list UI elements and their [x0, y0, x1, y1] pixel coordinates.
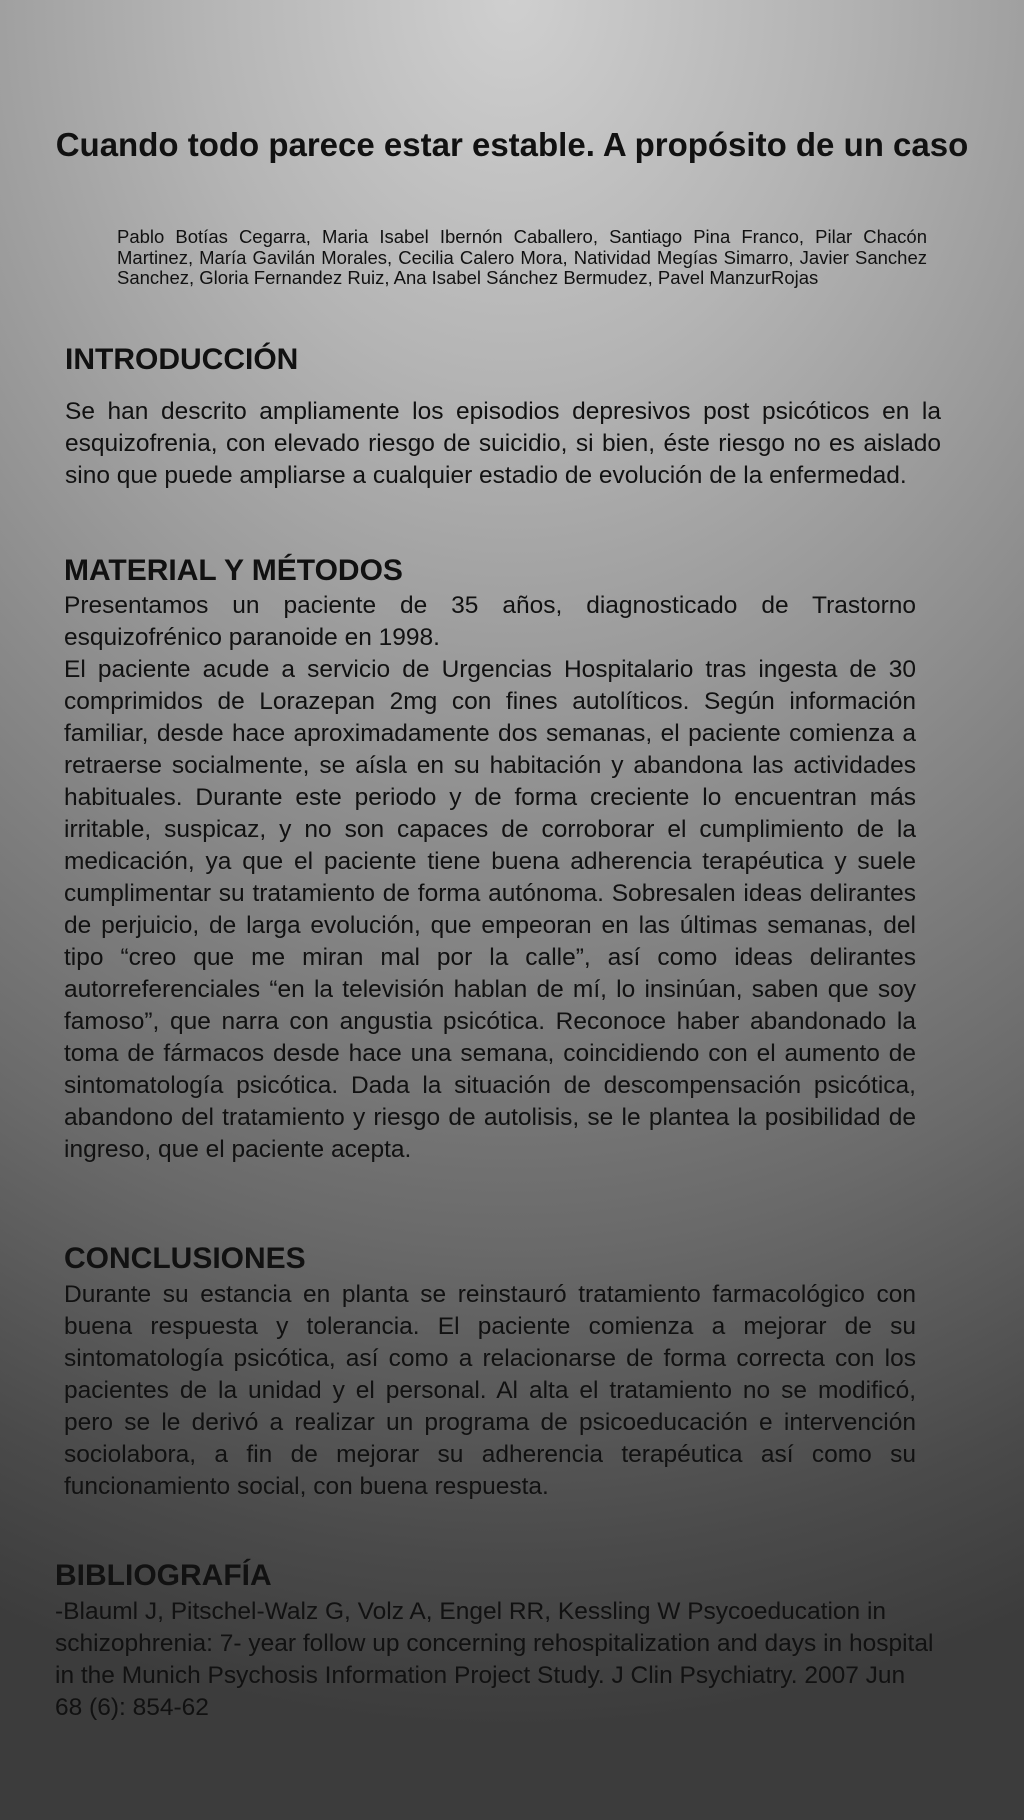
bibliografia-text — [55, 1596, 935, 1724]
material-paragraph-1: Presentamos un paciente de 35 años, diagnosticado de Trastorno esquizofrénico paranoide en 1998. — [64, 592, 916, 651]
introduccion-heading: INTRODUCCIÓN — [65, 343, 299, 376]
material-heading: MATERIAL Y MÉTODOS — [64, 554, 403, 587]
conclusiones-heading: CONCLUSIONES — [64, 1242, 306, 1275]
introduccion-text — [65, 396, 941, 492]
introduccion-paragraph: Se han descrito ampliamente los episodios depresivos post psicóticos en la esquizofrenia, con elevado riesgo de suicidio, si bien, éste riesgo no es aislado sino que puede ampliarse a cualquier estadio de evolución de la enfermedad. — [65, 398, 941, 489]
poster-title: Cuando todo parece estar estable. A propósito de un caso — [55, 126, 969, 163]
bibliografia-reference: -Blauml J, Pitschel-Walz G, Volz A, Engel RR, Kessling W Psycoeducation in schizophrenia: 7- year follow up concerning rehospitalization and days in hospital in the Munich Psychosis Information Project Study. J Clin Psychiatry. 2007 Jun 68 (6): 854-62 — [55, 1598, 934, 1721]
material-paragraph-2: El paciente acude a servicio de Urgencias Hospitalario tras ingesta de 30 comprimidos de Lorazepan 2mg con fines autolíticos. Según información familiar, desde hace aproximadamente dos semanas, el paciente comienza a retraerse socialmente, se aísla en su habitación y abandona las actividades habituales. Durante este periodo y de forma creciente lo encuentran más irritable, suspicaz, y no son capaces de corroborar el cumplimiento de la medicación, ya que el paciente tiene buena adherencia terapéutica y suele cumplimentar su tratamiento de forma autónoma. Sobresalen ideas delirantes de perjuicio, de larga evolución, que empeoran en las últimas semanas, del tipo “creo que me miran mal por la calle”, así como ideas delirantes autorreferenciales “en la televisión hablan de mí, lo insinúan, saben que soy famoso”, que narra con angustia psicótica. Reconoce haber abandonado la toma de fármacos desde hace una semana, coincidiendo con el aumento de sintomatología psicótica. Dada la situación de descompensación psicótica, abandono del tratamiento y riesgo de autolisis, se le plantea la posibilidad de ingreso, que el paciente acepta. — [64, 656, 916, 1163]
conclusiones-text — [64, 1279, 916, 1503]
material-text — [64, 590, 916, 1166]
author-list: Pablo Botías Cegarra, Maria Isabel Ibernón Caballero, Santiago Pina Franco, Pilar Chacón Martinez, María Gavilán Morales, Cecilia Calero Mora, Natividad Megías Simarro, Javier Sanchez Sanchez, Gloria Fernandez Ruiz, Ana Isabel Sánchez Bermudez, Pavel ManzurRojas — [117, 226, 927, 288]
conclusiones-paragraph: Durante su estancia en planta se reinstauró tratamiento farmacológico con buena respuesta y tolerancia. El paciente comienza a mejorar de su sintomatología psicótica, así como a relacionarse de forma correcta con los pacientes de la unidad y el personal. Al alta el tratamiento no se modificó, pero se le derivó a realizar un programa de psicoeducación e intervención sociolabora, a fin de mejorar su adherencia terapéutica así como su funcionamiento social, con buena respuesta. — [64, 1281, 916, 1500]
bibliografia-heading: BIBLIOGRAFÍA — [55, 1559, 272, 1592]
